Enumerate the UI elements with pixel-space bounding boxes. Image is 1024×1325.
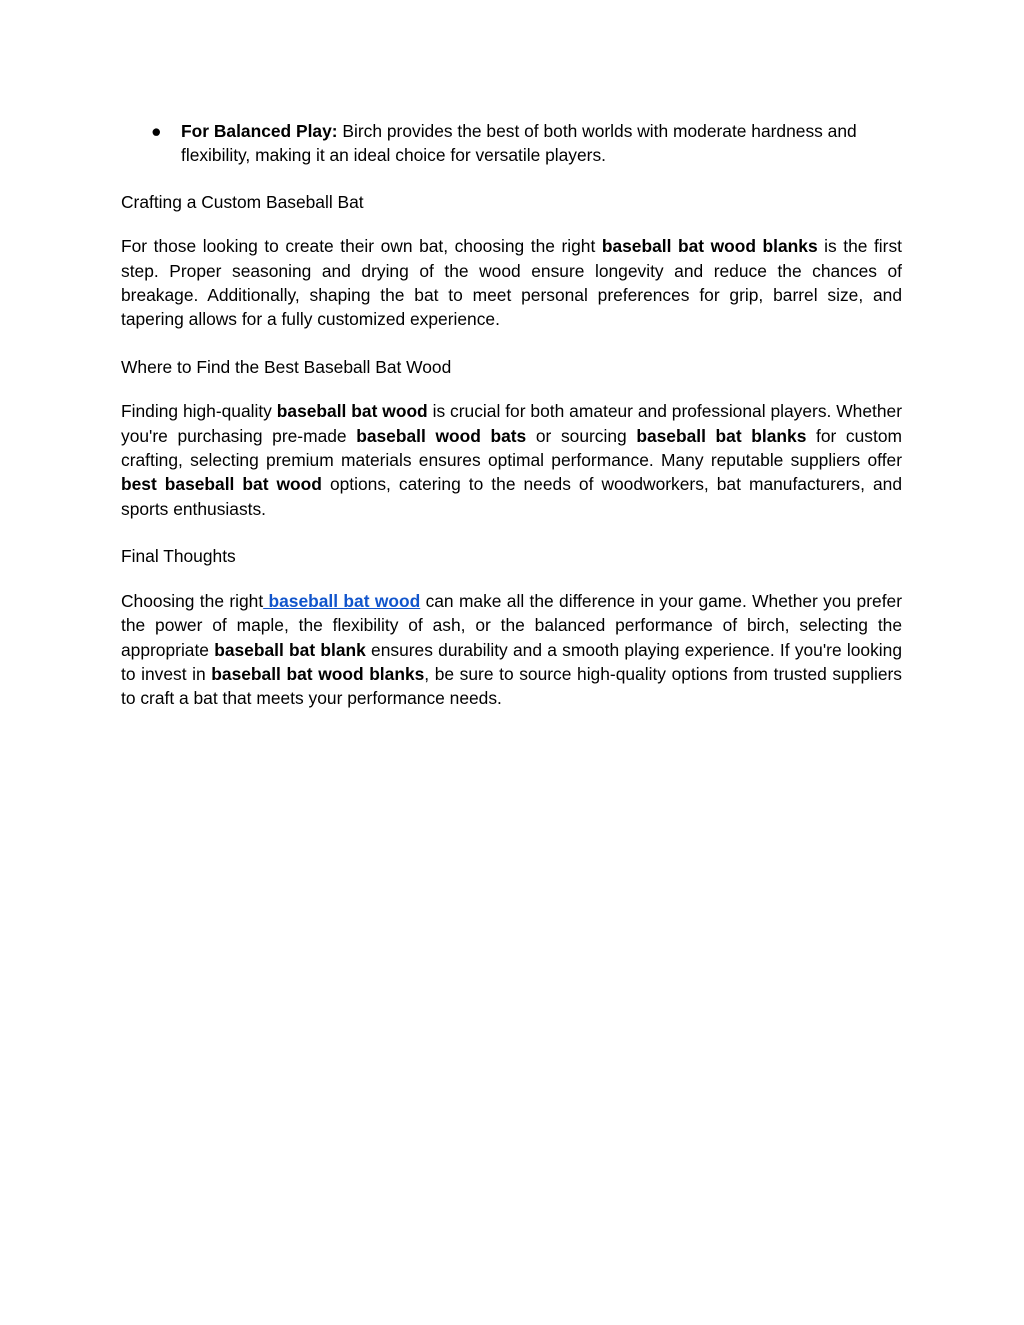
bold-keyword: best baseball bat wood: [121, 474, 322, 495]
document-page: [121, 119, 902, 734]
paragraph-where-to-find: [121, 399, 902, 521]
text-run: ensures durability and a smooth playing experience. If you're looking to invest in: [121, 639, 902, 684]
bullet-icon: ●: [151, 121, 162, 141]
heading-where-to-find: Where to Find the Best Baseball Bat Wood: [121, 356, 452, 377]
text-run: options, catering to the needs of woodworkers, bat manufacturers, and sports enthusiasts.: [121, 474, 902, 519]
bullet-text: [181, 119, 902, 168]
bold-keyword: baseball bat wood: [276, 401, 428, 422]
text-run: Choosing the right: [121, 590, 264, 611]
bold-keyword: baseball bat blanks: [636, 425, 807, 446]
bold-keyword: baseball wood bats: [356, 425, 527, 446]
heading-final-thoughts: Final Thoughts: [121, 546, 236, 567]
text-run: for custom crafting, selecting premium materials ensures optimal performance. Many reputable suppliers offer: [121, 425, 902, 471]
list-item-balanced-play: [121, 119, 902, 168]
baseball-bat-wood-link[interactable]: baseball bat wood: [263, 590, 421, 611]
bullet-body: Birch provides the best of both worlds with moderate hardness and flexibility, making it an ideal choice for versatile players.: [181, 121, 857, 166]
text-run: , be sure to source high-quality options from trusted suppliers to craft a bat that meets your performance needs.: [121, 663, 903, 709]
bold-keyword: baseball bat blank: [214, 639, 366, 660]
paragraph-crafting: [121, 234, 902, 332]
paragraph-final-thoughts: [121, 589, 902, 711]
text-run: can make all the difference in your game. Whether you prefer the power of maple, the flexibility of ash, or the balanced performance of birch, selecting the appropriate: [121, 590, 902, 660]
text-run: Finding high-quality: [121, 401, 277, 422]
text-run: or sourcing: [526, 425, 637, 446]
text-run: is the first step. Proper seasoning and drying of the wood ensure longevity and reduce the chances of breakage. Additionally, shaping the bat to meet personal preferences for grip, barrel size, and tapering allows for a fully customized experience.: [121, 236, 902, 330]
bold-keyword: baseball bat wood blanks: [601, 236, 818, 257]
heading-crafting: Crafting a Custom Baseball Bat: [121, 191, 364, 212]
bullet-lead: For Balanced Play:: [181, 121, 338, 141]
text-run: is crucial for both amateur and professional players. Whether you're purchasing pre-made: [121, 401, 902, 446]
text-run: For those looking to create their own bat, choosing the right: [121, 236, 602, 257]
bold-keyword: baseball bat wood blanks: [211, 663, 425, 684]
